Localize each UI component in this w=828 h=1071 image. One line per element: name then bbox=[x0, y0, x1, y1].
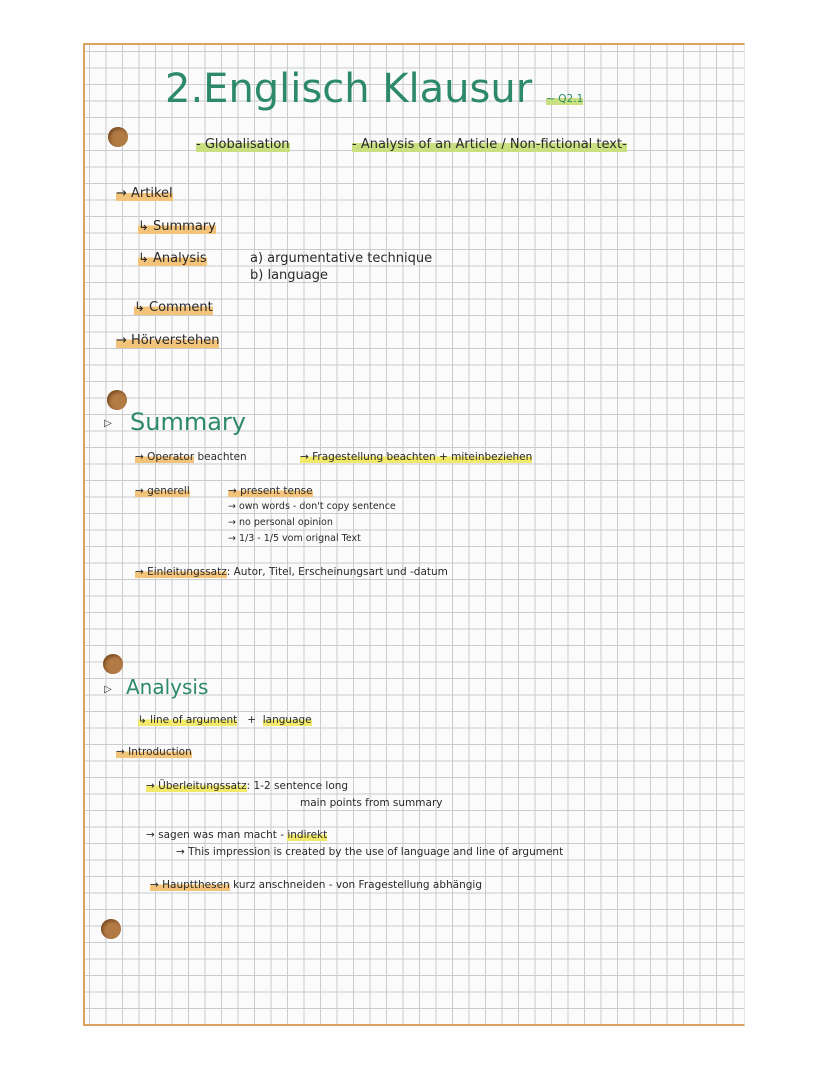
indirekt: indirekt bbox=[287, 829, 328, 841]
overview-artikel: → Artikel bbox=[116, 186, 173, 201]
overview-analysis: ↳ Analysis bbox=[138, 251, 207, 266]
sagen: → sagen was man macht - bbox=[146, 829, 284, 841]
introduction: → Introduction bbox=[116, 746, 192, 758]
summary-point: → present tense bbox=[228, 485, 313, 497]
summary-heading: Summary bbox=[130, 408, 246, 436]
punch-hole bbox=[107, 390, 127, 410]
analysis-b: b) language bbox=[250, 268, 328, 283]
title-tag: ~ Q2.1 bbox=[546, 93, 584, 105]
title-row bbox=[165, 66, 583, 112]
topic-analysis: - Analysis of an Article / Non-fictional text- bbox=[352, 137, 627, 152]
page-title: 2.Englisch Klausur bbox=[165, 66, 533, 112]
overview-summary: ↳ Summary bbox=[138, 219, 216, 234]
summary-point: → 1/3 - 1/5 vom orignal Text bbox=[228, 533, 361, 544]
analysis-heading: Analysis bbox=[126, 675, 209, 699]
plus: + bbox=[247, 714, 257, 726]
summary-point: → own words - don't copy sentence bbox=[228, 501, 396, 512]
analysis-a: a) argumentative technique bbox=[250, 251, 433, 266]
ueberleitungssatz: → Überleitungssatz bbox=[146, 780, 247, 792]
ueber-2: main points from summary bbox=[300, 797, 443, 809]
hauptthesen-rest: kurz anschneiden - von Fragestellung abhängig bbox=[233, 879, 482, 891]
line-of-argument: ↳ line of argument bbox=[138, 714, 238, 726]
generell: → generell bbox=[135, 485, 190, 497]
language: language bbox=[262, 714, 312, 726]
einleitungssatz-rest: : Autor, Titel, Erscheinungsart und -datum bbox=[226, 566, 448, 578]
fragestellung: → Fragestellung beachten + miteinbeziehen bbox=[300, 451, 533, 463]
einleitungssatz: → Einleitungssatz bbox=[135, 566, 227, 578]
topic-globalisation: - Globalisation bbox=[196, 137, 290, 152]
punch-hole bbox=[103, 654, 123, 674]
operator-rest: beachten bbox=[197, 451, 247, 463]
punch-hole bbox=[101, 919, 121, 939]
hauptthesen: → Hauptthesen bbox=[150, 879, 230, 891]
summary-point: → no personal opinion bbox=[228, 517, 333, 528]
overview-hoerverstehen: → Hörverstehen bbox=[116, 333, 220, 348]
overview-comment: ↳ Comment bbox=[134, 300, 213, 315]
ueber-1: : 1-2 sentence long bbox=[246, 780, 349, 792]
triangle-bullet-icon: ▷ bbox=[104, 418, 112, 429]
triangle-bullet-icon: ▷ bbox=[104, 684, 112, 695]
operator: → Operator bbox=[135, 451, 195, 463]
impression-sentence: → This impression is created by the use of language and line of argument bbox=[176, 846, 564, 858]
punch-hole bbox=[108, 127, 128, 147]
